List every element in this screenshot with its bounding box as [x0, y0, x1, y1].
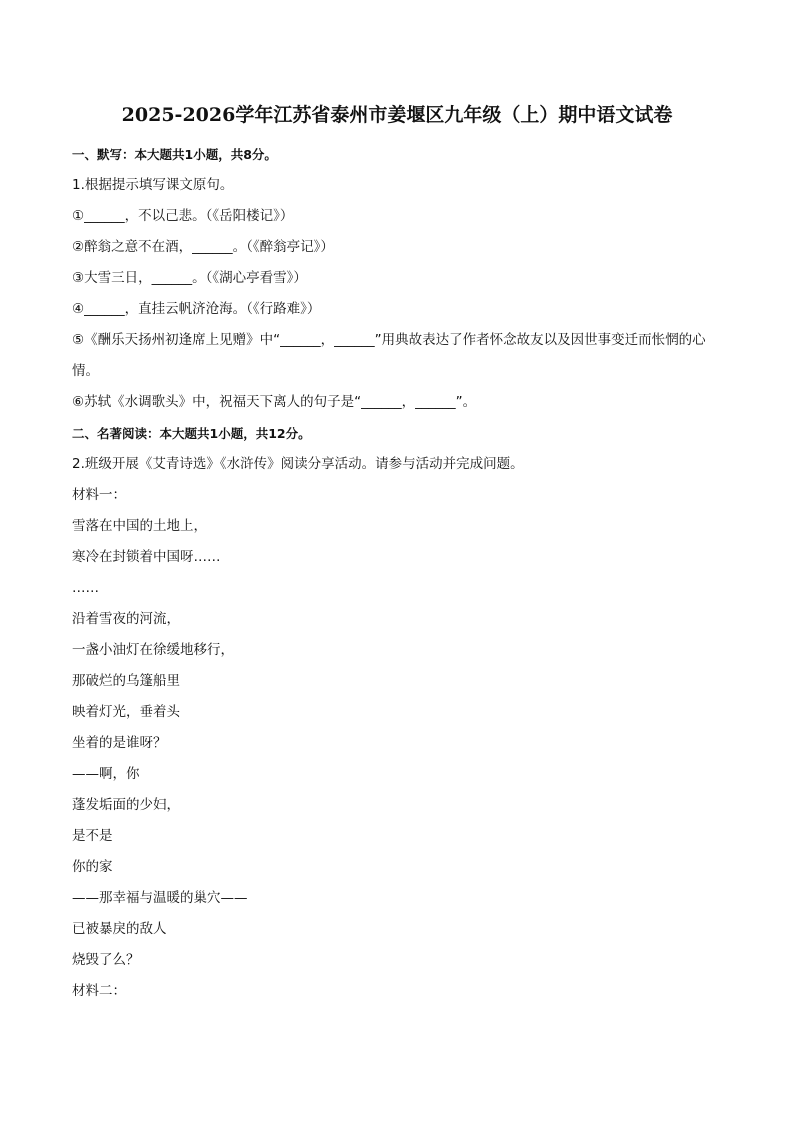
question-1: 1.根据提示填写课文原句。 — [72, 177, 234, 193]
poem-line: 坐着的是谁呀？ — [72, 735, 167, 751]
poem-line: 蓬发垢面的少妇， — [72, 797, 180, 813]
poem-line: 一盏小油灯在徐缓地移行， — [72, 642, 234, 658]
dictation-item-2: ②醉翁之意不在酒，______。（《醉翁亭记》） — [72, 239, 334, 255]
dictation-item-3: ③大雪三日，______。（《湖心亭看雪》） — [72, 270, 307, 286]
page-title: 2025-2026学年江苏省泰州市姜堰区九年级（上）期中语文试卷 — [121, 104, 673, 126]
dictation-item-5: ⑤《酬乐天扬州初逢席上见赠》中“______，______”用典故表达了作者怀念故友以及因世事变迁而怅惘的心情。 — [72, 332, 706, 379]
poem-line: ——啊，你 — [72, 766, 140, 782]
poem-line: 沿着雪夜的河流， — [72, 611, 180, 627]
poem-line: 已被暴戾的敌人 — [72, 921, 167, 937]
poem-line: 烧毁了么？ — [72, 952, 140, 968]
poem-line: …… — [72, 580, 99, 596]
dictation-item-4: ④______，直挂云帆济沧海。（《行路难》） — [72, 301, 321, 317]
exam-content — [72, 139, 722, 1007]
question-2: 2.班级开展《艾青诗选》《水浒传》阅读分享活动。请参与活动并完成问题。 — [72, 456, 524, 472]
material-2-label: 材料二： — [72, 983, 126, 999]
material-1-label: 材料一： — [72, 487, 126, 503]
poem-line: 雪落在中国的土地上， — [72, 518, 207, 534]
poem-line: ——那幸福与温暖的巢穴—— — [72, 890, 248, 906]
poem — [72, 511, 722, 976]
poem-line: 寒冷在封锁着中国呀…… — [72, 549, 221, 565]
poem-line: 你的家 — [72, 859, 113, 875]
section-heading-reading: 二、名著阅读：本大题共1小题，共12分。 — [72, 426, 311, 441]
section-heading-dictation: 一、默写：本大题共1小题，共8分。 — [72, 147, 277, 162]
poem-line: 是不是 — [72, 828, 113, 844]
dictation-item-1: ①______，不以己悲。（《岳阳楼记》） — [72, 208, 294, 224]
poem-line: 那破烂的乌篷船里 — [72, 673, 180, 689]
poem-line: 映着灯光，垂着头 — [72, 704, 180, 720]
dictation-item-6: ⑥苏轼《水调歌头》中，祝福天下离人的句子是“______，______”。 — [72, 394, 477, 410]
